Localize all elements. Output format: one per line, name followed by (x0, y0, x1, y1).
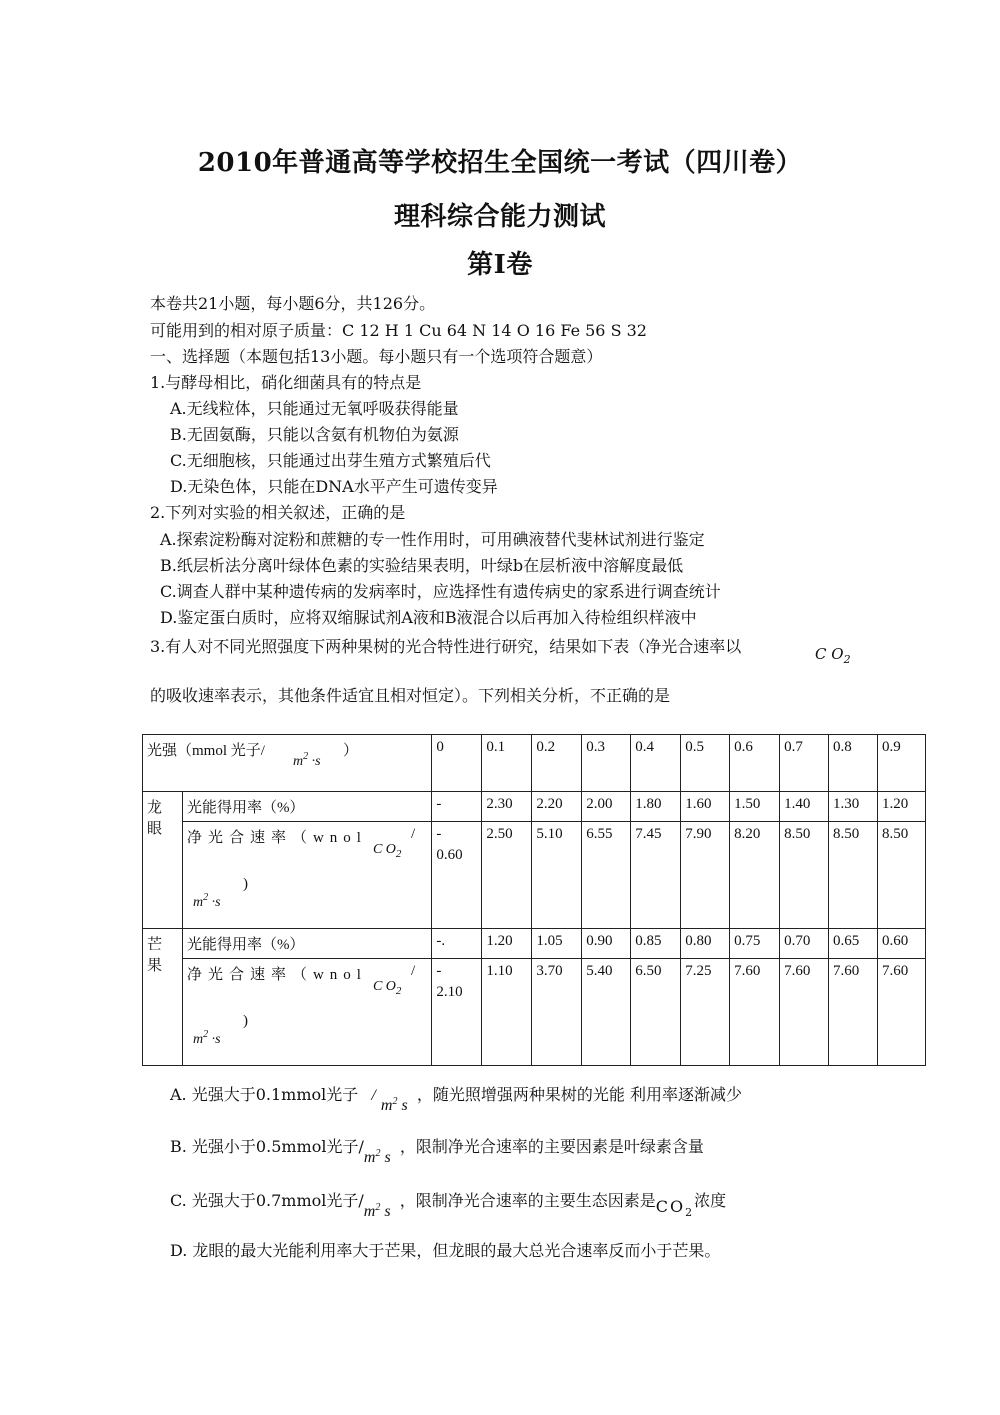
table-cell: 0.7 (780, 735, 829, 792)
mango-eff-label: 光能得用率（%） (182, 929, 431, 959)
q1-stem: 1.与酵母相比，硝化细菌具有的特点是 (150, 373, 422, 392)
q1-option-a: A.无线粒体，只能通过无氧呼吸获得能量 (170, 399, 459, 418)
intro-line-2: 可能用到的相对原子质量：C 12 H 1 Cu 64 N 14 O 16 Fe 56 S 32 (150, 321, 647, 340)
mango-rate-label-cell: 净光合速率（wnol C $O_2$ / ) $m^2 \cdot s$ (182, 959, 431, 1066)
table-cell: 0.4 (631, 735, 681, 792)
rate-unit: $m^2 \cdot s$ (192, 1029, 221, 1047)
table-cell: 7.60 (780, 959, 829, 1066)
rate-unit: $m^2 \cdot s$ (192, 892, 221, 910)
light-intensity-table (142, 734, 926, 1066)
table-cell: 8.50 (829, 822, 878, 929)
table-cell: 7.60 (829, 959, 878, 1066)
table-cell: 0.1 (482, 735, 532, 792)
q1-option-c: C.无细胞核，只能通过出芽生殖方式繁殖后代 (170, 451, 491, 470)
longan-label-1: 龙 (147, 800, 163, 816)
mango-label-cell (143, 929, 183, 1066)
table-cell: 1.60 (681, 792, 730, 822)
table-cell: 8.50 (780, 822, 829, 929)
table-cell: 7.60 (878, 959, 926, 1066)
table-cell: 8.50 (878, 822, 926, 929)
table-cell: 0.9 (878, 735, 926, 792)
q3-option-a: A. 光强大于0.1mmol光子 / $m^2$ s，随光照增强两种果树的光能 利用率逐渐减少 (170, 1085, 743, 1114)
q3-option-d: D. 龙眼的最大光能利用率大于芒果，但龙眼的最大总光合速率反而小于芒果。 (170, 1241, 721, 1260)
table-cell: 1.10 (482, 959, 532, 1066)
table-row (143, 792, 926, 822)
table-cell: 0.75 (730, 929, 780, 959)
table-cell: 2.00 (582, 792, 631, 822)
longan-label-cell (143, 792, 183, 929)
table-row (143, 929, 926, 959)
q3-co2-formula: C $O_2$ (815, 645, 851, 666)
table-cell: 0.2 (532, 735, 582, 792)
table-cell: 1.20 (482, 929, 532, 959)
table-cell: 1.40 (780, 792, 829, 822)
mango-label-1: 芒 (147, 937, 163, 953)
table-cell: 5.10 (532, 822, 582, 929)
q2-option-c: C.调查人群中某种遗传病的发病率时，应选择性有遗传病史的家系进行调查统计 (160, 582, 721, 601)
table-cell: 0 (432, 735, 482, 792)
q2-stem: 2.下列对实验的相关叙述，正确的是 (150, 503, 406, 522)
q3-option-c: C. 光强大于0.7mmol光子$/m^2$ s，限制净光合速率的主要生态因素是$CO_2$浓度 (170, 1191, 727, 1220)
table-cell: 6.55 (582, 822, 631, 929)
table-cell: 7.60 (730, 959, 780, 1066)
table-row (143, 959, 926, 1066)
header-label-cell: 光强（mmol 光子/ $m^2 \cdot s$ ） (143, 735, 432, 792)
q1-option-b: B.无固氨酶，只能以含氨有机物伯为氨源 (170, 425, 459, 444)
unit-m2s: $m^2$ s (380, 1096, 408, 1114)
co2-formula: C $O_2$ (372, 979, 402, 997)
unit-m2s: $m^2$ s (363, 1202, 391, 1220)
longan-rate-label-cell: 净光合速率（wnol C $O_2$ / ) $m^2 \cdot s$ (182, 822, 431, 929)
table-cell: 1.05 (532, 929, 582, 959)
unit-m2s: $m^2$ s (363, 1148, 391, 1166)
q3-option-b: B. 光强小于0.5mmol光子$/m^2$ s，限制净光合速率的主要因素是叶绿素含量 (170, 1137, 704, 1166)
longan-label-2: 眼 (147, 821, 163, 837)
table-cell: 1.80 (631, 792, 681, 822)
table-row (143, 822, 926, 929)
table-cell: 0.85 (631, 929, 681, 959)
table-cell: 2.30 (482, 792, 532, 822)
table-cell: 1.30 (829, 792, 878, 822)
table-cell: 8.20 (730, 822, 780, 929)
q2-option-b: B.纸层析法分离叶绿体色素的实验结果表明，叶绿b在层析液中溶解度最低 (160, 556, 684, 575)
table-cell: 7.90 (681, 822, 730, 929)
q2-option-d: D.鉴定蛋白质时，应将双缩脲试剂A液和B液混合以后再加入待检组织样液中 (160, 608, 697, 627)
table-cell: 0.3 (582, 735, 631, 792)
table-cell: 0.60 (878, 929, 926, 959)
q1-option-d: D.无染色体，只能在DNA水平产生可遗传变异 (170, 477, 498, 496)
co2-formula: $CO_2$ (655, 1197, 695, 1219)
table-cell: 0.65 (829, 929, 878, 959)
table-cell: - (432, 792, 482, 822)
header-unit: $m^2 \cdot s$ (293, 751, 321, 769)
table-cell: 2.20 (532, 792, 582, 822)
table-cell: 0.90 (582, 929, 631, 959)
table-cell: 7.45 (631, 822, 681, 929)
q2-option-a: A.探索淀粉酶对淀粉和蔗糖的专一性作用时，可用碘液替代斐林试剂进行鉴定 (160, 530, 705, 549)
sub-title: 理科综合能力测试 (393, 202, 606, 232)
q3-stem-part1: 3.有人对不同光照强度下两种果树的光合特性进行研究，结果如下表（净光合速率以 (150, 637, 742, 656)
volume-title: 第I卷 (467, 250, 533, 280)
co2-formula: C $O_2$ (372, 842, 402, 860)
table-header-row (143, 735, 926, 792)
table-cell: 5.40 (582, 959, 631, 1066)
intro-line-3: 一、选择题（本题包括13小题。每小题只有一个选项符合题意） (150, 347, 603, 366)
mango-label-2: 果 (147, 958, 163, 974)
table-cell: 3.70 (532, 959, 582, 1066)
table-cell: 1.20 (878, 792, 926, 822)
table-cell: - 0.60 (432, 822, 482, 929)
q3-stem-part2: 的吸收速率表示，其他条件适宜且相对恒定）。下列相关分析，不正确的是 (150, 686, 671, 705)
intro-line-1: 本卷共21小题，每小题6分，共126分。 (150, 294, 436, 313)
table-cell: 0.80 (681, 929, 730, 959)
table-cell: 0.70 (780, 929, 829, 959)
table-cell: -. (432, 929, 482, 959)
table-cell: - 2.10 (432, 959, 482, 1066)
table-cell: 2.50 (482, 822, 532, 929)
table-cell: 1.50 (730, 792, 780, 822)
main-title: 2010年普通高等学校招生全国统一考试（四川卷） (197, 148, 803, 178)
table-cell: 6.50 (631, 959, 681, 1066)
table-cell: 0.6 (730, 735, 780, 792)
table-cell: 7.25 (681, 959, 730, 1066)
table-cell: 0.5 (681, 735, 730, 792)
table-cell: 0.8 (829, 735, 878, 792)
longan-eff-label: 光能得用率（%） (182, 792, 431, 822)
